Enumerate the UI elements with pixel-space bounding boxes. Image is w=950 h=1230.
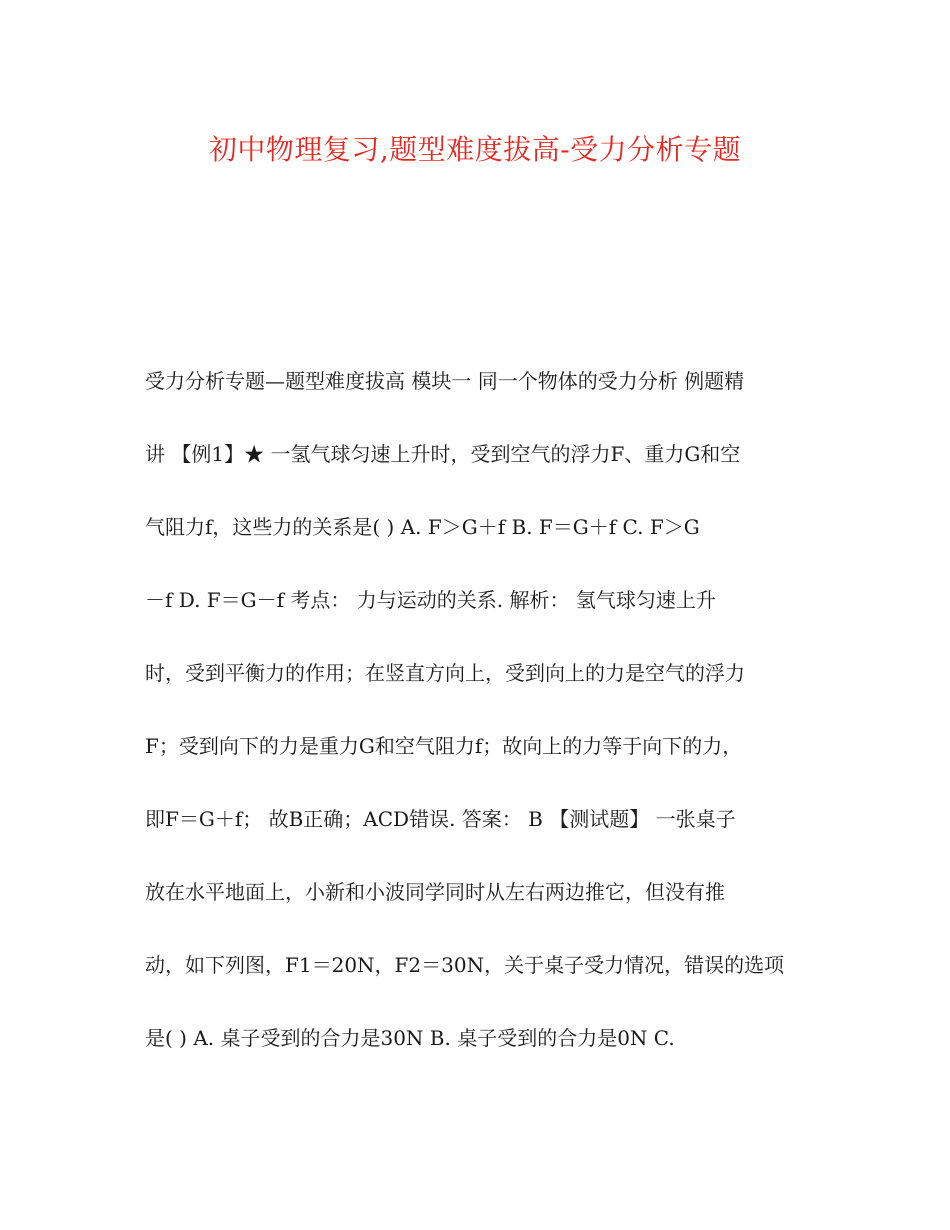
body-line: 时，受到平衡力的作用；在竖直方向上，受到向上的力是空气的浮力 — [145, 661, 745, 685]
body-line: F；受到向下的力是重力G和空气阻力f；故向上的力等于向下的力， — [145, 734, 743, 758]
body-line: 受力分析专题—题型难度拔高 模块一 同一个物体的受力分析 例题精 — [145, 369, 745, 393]
body-line: 讲 【例1】★ 一氢气球匀速上升时，受到空气的浮力F、重力G和空 — [145, 442, 741, 466]
body-line: 动，如下列图，F1＝20N，F2＝30N，关于桌子受力情况，错误的选项 — [145, 953, 785, 977]
document-title: 初中物理复习,题型难度拔高-受力分析专题 — [208, 133, 742, 166]
document-body — [145, 364, 815, 1094]
body-line: 即F＝G＋f； 故B正确；ACD错误. 答案： B 【测试题】 一张桌子 — [145, 807, 736, 831]
body-line: －f D. F＝G－f 考点： 力与运动的关系. 解析： 氢气球匀速上升 — [145, 588, 716, 612]
body-line: 放在水平地面上，小新和小波同学同时从左右两边推它，但没有推 — [145, 880, 725, 904]
body-line: 气阻力f，这些力的关系是( ) A. F＞G＋f B. F＝G＋f C. F＞G — [145, 515, 700, 539]
body-line: 是( ) A. 桌子受到的合力是30N B. 桌子受到的合力是0N C. — [145, 1026, 675, 1050]
